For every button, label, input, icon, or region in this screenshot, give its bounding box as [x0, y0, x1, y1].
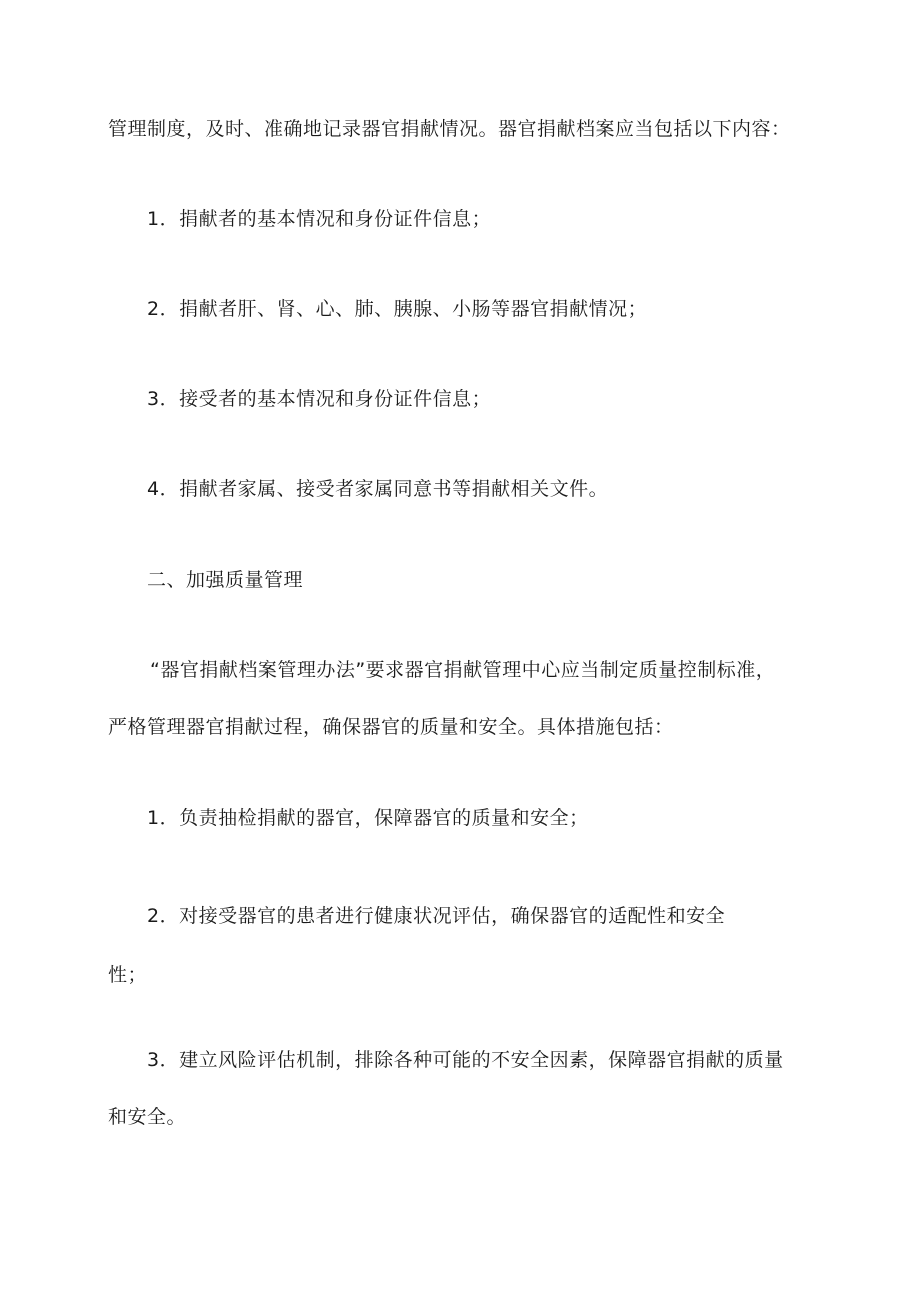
list-item-1: 1．捐献者的基本情况和身份证件信息；: [147, 208, 492, 230]
list-item-3: 3．接受者的基本情况和身份证件信息；: [147, 388, 492, 410]
paragraph-line-2: 严格管理器官捐献过程，确保器官的质量和安全。具体措施包括：: [108, 716, 674, 738]
section-heading: 二、加强质量管理: [147, 569, 304, 591]
paragraph-line-1: “器官捐献档案管理办法”要求器官捐献管理中心应当制定质量控制标准，: [150, 659, 776, 681]
list-item-2: 2．捐献者肝、肾、心、肺、胰腺、小肠等器官捐献情况；: [147, 298, 648, 320]
measure-item-3: 3．建立风险评估机制，排除各种可能的不安全因素，保障器官捐献的质量: [147, 1049, 784, 1071]
list-item-4: 4．捐献者家属、接受者家属同意书等捐献相关文件。: [147, 478, 609, 500]
paragraph-intro-continuation: 管理制度，及时、准确地记录器官捐献情况。器官捐献档案应当包括以下内容：: [108, 118, 791, 140]
measure-item-2: 2．对接受器官的患者进行健康状况评估，确保器官的适配性和安全: [147, 905, 726, 927]
measure-item-1: 1．负责抽检捐献的器官，保障器官的质量和安全；: [147, 807, 589, 829]
measure-item-2-continuation: 性；: [108, 964, 148, 986]
measure-item-3-continuation: 和安全。: [108, 1106, 187, 1128]
